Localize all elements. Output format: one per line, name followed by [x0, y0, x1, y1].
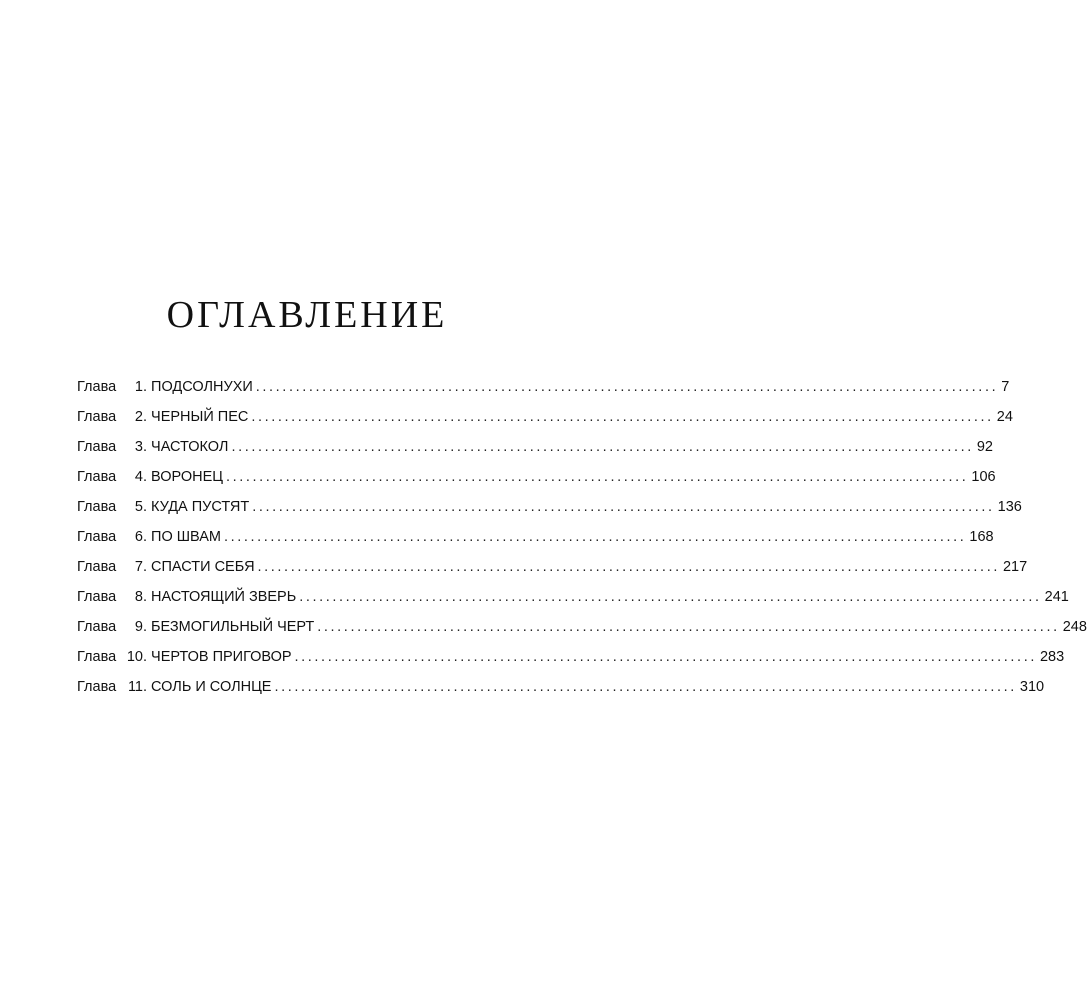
- dot-leader: ................................................................................................................: [255, 379, 999, 395]
- dot-leader: ................................................................................................................: [226, 469, 969, 485]
- dot-leader: ................................................................................................................: [317, 619, 1060, 635]
- chapter-title: ПОДСОЛНУХИ: [151, 379, 253, 395]
- page-number: 136: [997, 499, 1022, 515]
- chapter-title: КУДА ПУСТЯТ: [151, 499, 250, 515]
- chapter-number: 6: [134, 529, 143, 545]
- chapter-title: БЕЗМОГИЛЬНЫЙ ЧЕРТ: [151, 619, 315, 635]
- chapter-prefix: Глава: [77, 409, 117, 425]
- page-number: 92: [976, 439, 993, 455]
- chapter-title: ПО ШВАМ: [151, 529, 221, 545]
- dot-leader: ................................................................................................................: [224, 529, 967, 545]
- chapter-prefix: Глава: [77, 619, 117, 635]
- page-number: 310: [1019, 679, 1045, 695]
- chapter-title: СПАСТИ СЕБЯ: [151, 559, 255, 575]
- chapter-number-dot: .: [143, 649, 148, 665]
- chapter-number: 10: [126, 649, 143, 665]
- dot-leader: ................................................................................................................: [257, 559, 1000, 575]
- chapter-number-dot: .: [143, 559, 148, 575]
- chapter-prefix: Глава: [77, 649, 117, 665]
- chapter-number: 3: [134, 439, 143, 455]
- toc-entry: [77, 432, 993, 462]
- page-number: 248: [1062, 619, 1087, 635]
- chapter-number-dot: .: [143, 679, 148, 695]
- chapter-prefix: Глава: [77, 559, 117, 575]
- chapter-number: 5: [134, 499, 143, 515]
- toc-entry: [77, 612, 1087, 642]
- chapter-title: ЧЕРНЫЙ ПЕС: [151, 409, 249, 425]
- page-number: 106: [971, 469, 996, 485]
- chapter-number-dot: .: [143, 469, 148, 485]
- toc-entry: [77, 642, 1065, 672]
- chapter-prefix: Глава: [77, 469, 117, 485]
- page-number: 241: [1044, 589, 1069, 605]
- page-number: 7: [1001, 379, 1010, 395]
- chapter-number: 2: [134, 409, 143, 425]
- chapter-title: ВОРОНЕЦ: [151, 469, 224, 485]
- chapter-number-dot: .: [143, 379, 148, 395]
- chapter-title: ЧЕРТОВ ПРИГОВОР: [151, 649, 292, 665]
- toc-entry: [77, 462, 996, 492]
- chapter-prefix: Глава: [77, 379, 117, 395]
- chapter-title: ЧАСТОКОЛ: [151, 439, 229, 455]
- chapter-number: 1: [134, 379, 143, 395]
- toc-entry: [77, 402, 1013, 432]
- chapter-prefix: Глава: [77, 589, 117, 605]
- chapter-prefix: Глава: [77, 499, 117, 515]
- toc-entry: [77, 672, 1045, 702]
- toc-entry: [77, 372, 1010, 402]
- page-title: ОГЛАВЛЕНИЕ: [166, 294, 448, 336]
- chapter-number: 8: [134, 589, 143, 605]
- chapter-number-dot: .: [143, 409, 148, 425]
- page-number: 217: [1002, 559, 1028, 575]
- chapter-number: 4: [134, 469, 143, 485]
- chapter-title: СОЛЬ И СОЛНЦЕ: [151, 679, 272, 695]
- dot-leader: ................................................................................................................: [294, 649, 1037, 665]
- dot-leader: ................................................................................................................: [251, 409, 994, 425]
- page-number: 168: [969, 529, 994, 545]
- toc-entry: [77, 552, 1028, 582]
- dot-leader: ................................................................................................................: [231, 439, 974, 455]
- chapter-prefix: Глава: [77, 529, 117, 545]
- dot-leader: ................................................................................................................: [252, 499, 995, 515]
- table-of-contents: [77, 372, 1087, 702]
- chapter-number-dot: .: [143, 439, 148, 455]
- chapter-prefix: Глава: [77, 439, 117, 455]
- toc-entry: [77, 522, 994, 552]
- chapter-number: 9: [134, 619, 143, 635]
- chapter-number-dot: .: [143, 499, 148, 515]
- page-number: 24: [996, 409, 1013, 425]
- chapter-number: 11: [127, 679, 143, 695]
- chapter-number: 7: [134, 559, 143, 575]
- chapter-title: НАСТОЯЩИЙ ЗВЕРЬ: [151, 589, 297, 605]
- toc-entry: [77, 492, 1022, 522]
- chapter-prefix: Глава: [77, 679, 117, 695]
- chapter-number-dot: .: [143, 529, 148, 545]
- page-number: 283: [1039, 649, 1065, 665]
- chapter-number-dot: .: [143, 619, 148, 635]
- dot-leader: ................................................................................................................: [299, 589, 1042, 605]
- dot-leader: ................................................................................................................: [274, 679, 1017, 695]
- toc-entry: [77, 582, 1069, 612]
- chapter-number-dot: .: [143, 589, 148, 605]
